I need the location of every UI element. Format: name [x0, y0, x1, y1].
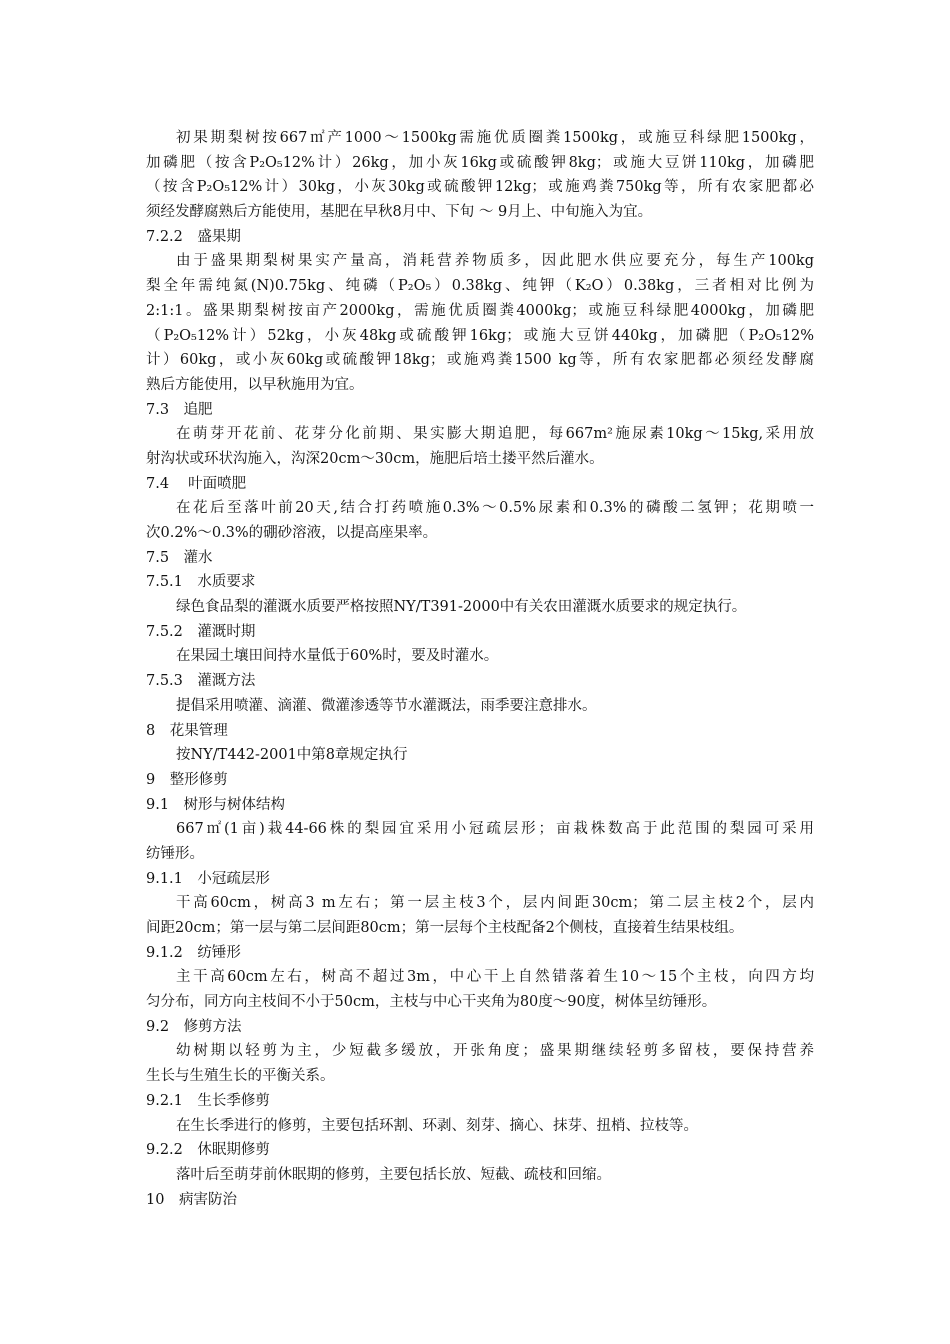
paragraph-line: 次0.2%～0.3%的硼砂溶液，以提高座果率。 — [146, 525, 438, 541]
paragraph-line: 在果园土壤田间持水量低于60%时，要及时灌水。 — [176, 648, 499, 665]
paragraph-line: 加磷肥（按含P₂O₅12%计）26kg，加小灰16kg或硫酸钾8kg；或施大豆饼110kg，加磷肥 — [146, 154, 814, 171]
paragraph-line: 绿色食品梨的灌溉水质要严格按照NY/T391-2000中有关农田灌溉水质要求的规定执行。 — [176, 599, 747, 616]
paragraph-line: 初果期梨树按667㎡产1000～1500kg需施优质圈粪1500kg，或施豆科绿肥1500kg， — [176, 130, 814, 146]
paragraph-line: 匀分布，同方向主枝间不小于50cm，主枝与中心干夹角为80度～90度，树体呈纺锤形。 — [146, 994, 717, 1011]
paragraph-line: （P₂O₅12%计）52kg，小灰48kg或硫酸钾16kg；或施大豆饼440kg，加磷肥（P₂O₅12% — [146, 327, 814, 344]
section-heading: 9 整形修剪 — [146, 771, 228, 788]
paragraph-line: 在生长季进行的修剪，主要包括环割、环剥、刻芽、摘心、抹芽、扭梢、拉枝等。 — [176, 1117, 698, 1134]
document-body — [146, 126, 814, 1212]
section-heading: 9.2.1 生长季修剪 — [146, 1092, 270, 1109]
paragraph-line: 幼树期以轻剪为主，少短截多缓放，开张角度；盛果期继续轻剪多留枝，要保持营养 — [176, 1043, 814, 1060]
paragraph-line: 干高60cm，树高3 m左右；第一层主枝3个，层内间距30cm；第二层主枝2个，层内 — [176, 895, 814, 912]
section-heading: 9.1.2 纺锤形 — [146, 944, 241, 961]
section-heading: 9.1.1 小冠疏层形 — [146, 870, 270, 887]
paragraph-line: 梨全年需纯氮(N)0.75kg、纯磷（P₂O₅）0.38kg、纯钾（K₂O）0.38kg，三者相对比例为 — [146, 278, 814, 295]
section-heading: 7.5.3 灌溉方法 — [146, 673, 256, 690]
section-heading: 7.2.2 盛果期 — [146, 228, 241, 245]
paragraph-line: 纺锤形。 — [146, 845, 204, 862]
section-heading: 9.1 树形与树体结构 — [146, 796, 286, 813]
paragraph-line: 2:1:1。盛果期梨树按亩产2000kg，需施优质圈粪4000kg；或施豆科绿肥4000kg，加磷肥 — [146, 302, 814, 319]
section-heading: 7.3 追肥 — [146, 401, 213, 418]
paragraph-line: 生长与生殖生长的平衡关系。 — [146, 1068, 335, 1085]
paragraph-line: 主干高60cm左右，树高不超过3m，中心干上自然错落着生10～15个主枝，向四方均 — [176, 969, 814, 986]
section-heading: 7.5.1 水质要求 — [146, 574, 256, 591]
paragraph-line: 提倡采用喷灌、滴灌、微灌渗透等节水灌溉法，雨季要注意排水。 — [176, 697, 597, 714]
paragraph-line: 落叶后至萌芽前休眠期的修剪，主要包括长放、短截、疏枝和回缩。 — [176, 1166, 611, 1183]
section-heading: 7.5 灌水 — [146, 549, 213, 566]
paragraph-line: 在萌芽开花前、花芽分化前期、果实膨大期追肥，每667m²施尿素10kg～15kg,采用放 — [176, 426, 814, 443]
paragraph-line: 计）60kg，或小灰60kg或硫酸钾18kg；或施鸡粪1500 kg等，所有农家肥都必须经发酵腐 — [146, 352, 814, 369]
paragraph-line: 由于盛果期梨树果实产量高，消耗营养物质多，因此肥水供应要充分，每生产100kg — [176, 253, 814, 270]
paragraph-line: 间距20cm；第一层与第二层间距80cm；第一层每个主枝配备2个侧枝，直接着生结果枝组。 — [146, 920, 744, 936]
paragraph-line: 667㎡(1亩)栽44-66株的梨园宜采用小冠疏层形；亩栽株数高于此范围的梨园可采用 — [176, 821, 814, 838]
paragraph-line: 按NY/T442-2001中第8章规定执行 — [176, 747, 408, 764]
section-heading: 9.2.2 休眠期修剪 — [146, 1142, 270, 1159]
paragraph-line: 射沟状或环状沟施入，沟深20cm～30cm，施肥后培土搂平然后灌水。 — [146, 450, 604, 467]
section-heading: 8 花果管理 — [146, 722, 228, 739]
paragraph-line: 须经发酵腐熟后方能使用，基肥在早秋8月中、下旬 ～ 9月上、中旬施入为宜。 — [146, 204, 653, 221]
section-heading: 7.4 叶面喷肥 — [146, 475, 247, 492]
paragraph-line: （按含P₂O₅12%计）30kg，小灰30kg或硫酸钾12kg；或施鸡粪750kg等，所有农家肥都必 — [146, 179, 814, 196]
paragraph-line: 在花后至落叶前20天,结合打药喷施0.3%～0.5%尿素和0.3%的磷酸二氢钾；花期喷一 — [176, 500, 814, 517]
section-heading: 9.2 修剪方法 — [146, 1018, 242, 1035]
section-heading: 10 病害防治 — [146, 1191, 237, 1208]
paragraph-line: 熟后方能使用，以早秋施用为宜。 — [146, 376, 364, 393]
section-heading: 7.5.2 灌溉时期 — [146, 623, 256, 640]
